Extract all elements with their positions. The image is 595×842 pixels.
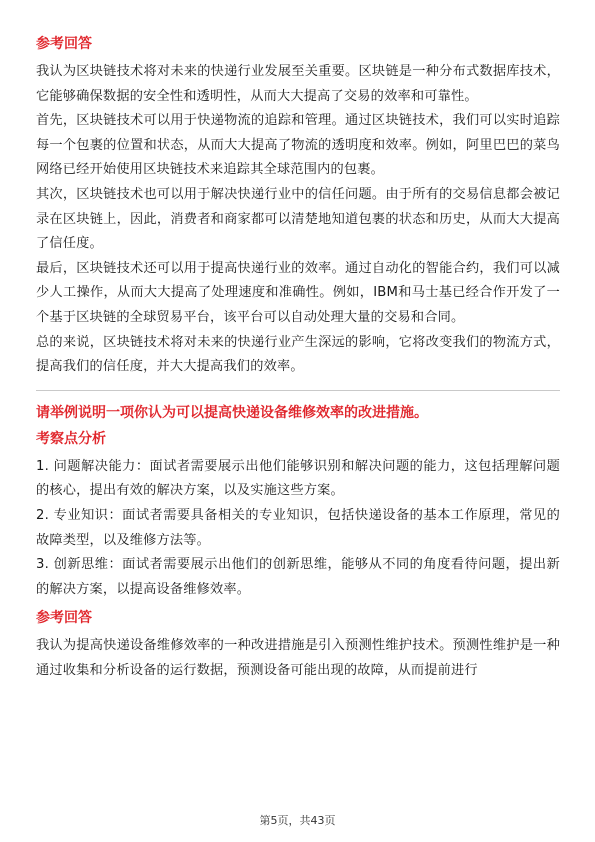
answer-paragraph-first: 首先，区块链技术可以用于快递物流的追踪和管理。通过区块链技术，我们可以实时追踪每一个包裹的位置和状态，从而大大提高了物流的透明度和效率。例如，阿里巴巴的菜鸟网络已经开始使用区块链技术来追踪其全球范围内的包裹。 <box>36 113 560 178</box>
answer-paragraph-second: 其次，区块链技术也可以用于解决快递行业中的信任问题。由于所有的交易信息都会被记录在区块链上，因此，消费者和商家都可以清楚地知道包裹的状态和历史，从而大大提高了信任度。 <box>36 186 560 252</box>
analysis-item-innovative-thinking: 3. 创新思维：面试者需要展示出他们的创新思维，能够从不同的角度看待问题，提出新的解决方案，以提高设备维修效率。 <box>36 557 560 597</box>
answer-paragraph-third: 最后，区块链技术还可以用于提高快递行业的效率。通过自动化的智能合约，我们可以减少人工操作，从而大大提高了处理速度和准确性。例如，IBM和马士基已经合作开发了一个基于区块链的全球贸易平台，该平台可以自动处理大量的交易和合同。 <box>36 260 560 325</box>
page-number-footer: 第5页，共43页 <box>259 814 336 827</box>
answer-paragraph-conclusion: 总的来说，区块链技术将对未来的快递行业产生深远的影响，它将改变我们的物流方式，提高我们的信任度，并大大提高我们的效率。 <box>36 334 560 375</box>
section-heading-analysis: 考察点分析 <box>36 430 106 447</box>
document-page <box>36 34 560 683</box>
answer-paragraph-intro: 我认为区块链技术将对未来的快递行业发展至关重要。区块链是一种分布式数据库技术，它能够确保数据的安全性和透明性，从而大大提高了交易的效率和可靠性。 <box>36 64 560 104</box>
section-heading-reference-answer: 参考回答 <box>36 36 92 52</box>
analysis-item-problem-solving: 1. 问题解决能力：面试者需要展示出他们能够识别和解决问题的能力，这包括理解问题的核心，提出有效的解决方案，以及实施这些方案。 <box>36 458 560 499</box>
section-heading-reference-answer-2: 参考回答 <box>36 610 92 627</box>
analysis-item-professional-knowledge: 2. 专业知识：面试者需要具备相关的专业知识，包括快递设备的基本工作原理，常见的故障类型，以及维修方法等。 <box>36 507 560 548</box>
answer-paragraph-predictive-maintenance: 我认为提高快递设备维修效率的一种改进措施是引入预测性维护技术。预测性维护是一种通过收集和分析设备的运行数据，预测设备可能出现的故障，从而提前进行 <box>36 638 560 678</box>
interview-question: 请举例说明一项你认为可以提高快递设备维修效率的改进措施。 <box>36 404 428 421</box>
section-divider <box>36 390 560 391</box>
